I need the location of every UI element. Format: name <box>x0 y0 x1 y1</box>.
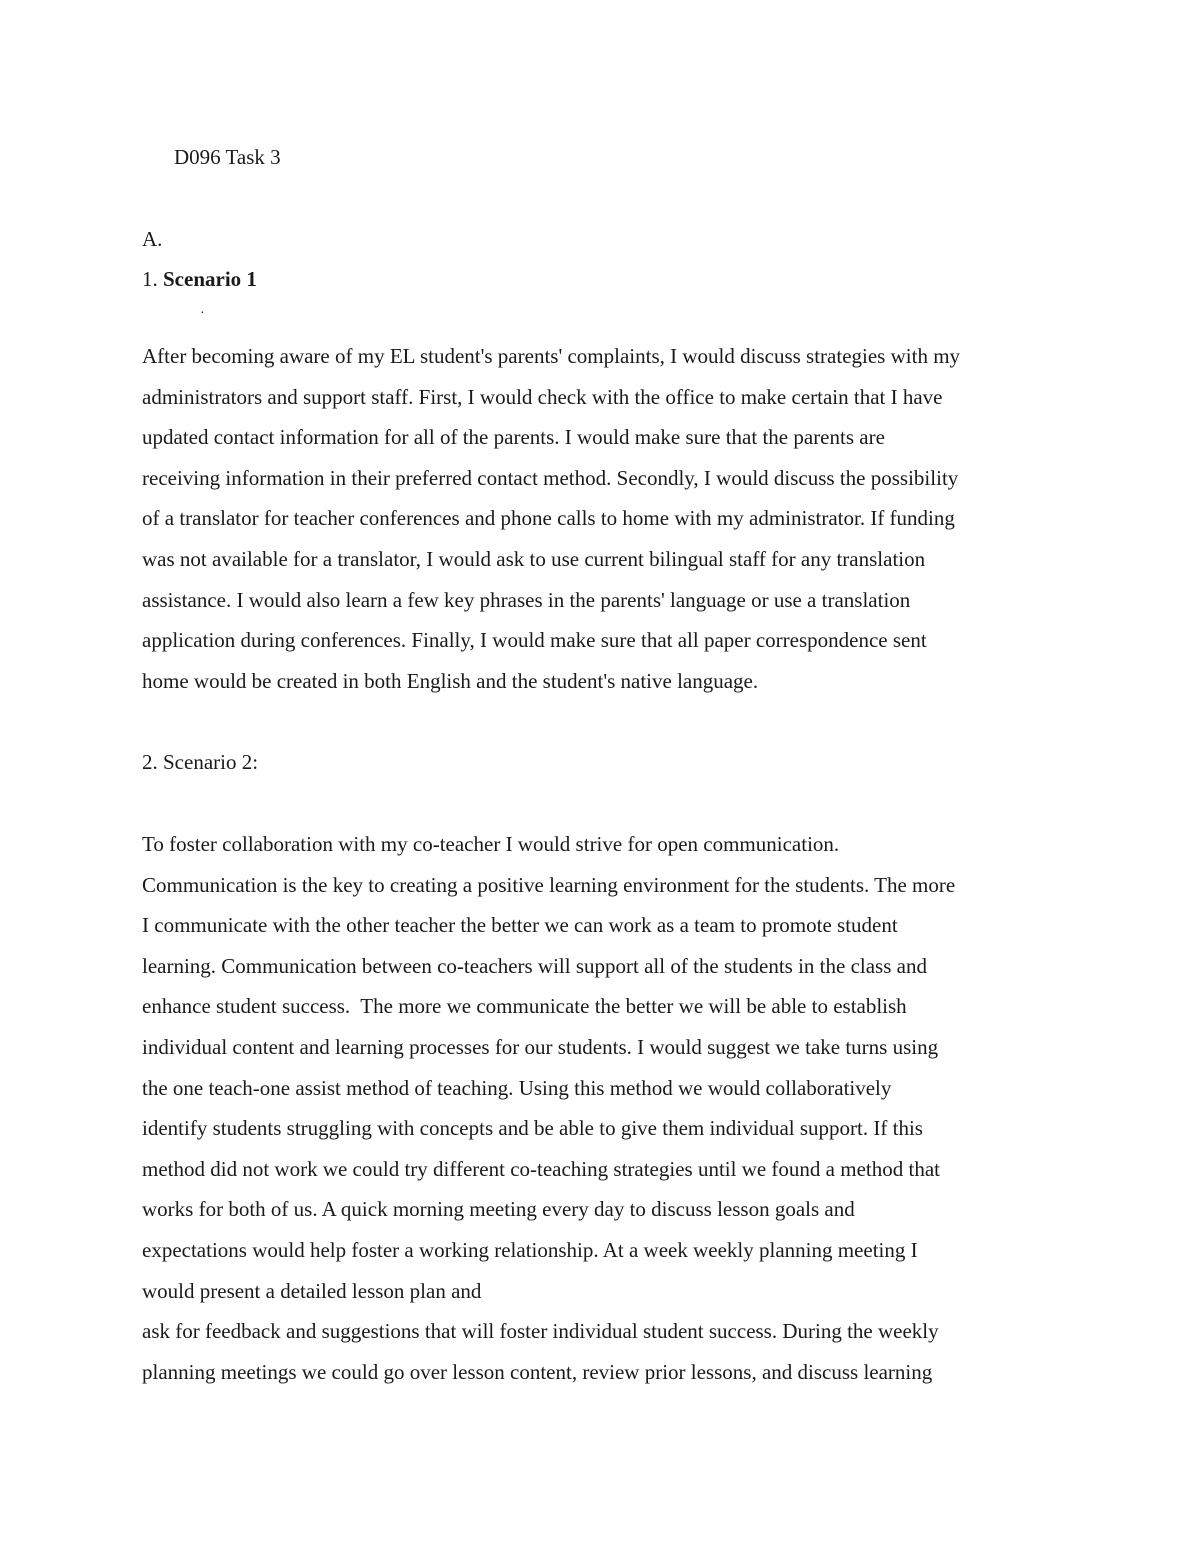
paragraph-line: expectations would help foster a working relationship. At a week weekly planning meeting I <box>142 1237 918 1262</box>
paragraph-line: home would be created in both English and the student's native language. <box>142 668 759 693</box>
scenario-1-heading <box>142 264 257 294</box>
paragraph-line: After becoming aware of my EL student's parents' complaints, I would discuss strategies with my <box>142 344 961 368</box>
paragraph-line: method did not work we could try different co-teaching strategies until we found a method that <box>142 1156 940 1181</box>
scenario-2-heading: 2. Scenario 2: <box>142 750 259 774</box>
paragraph-line: I communicate with the other teacher the better we can work as a team to promote student <box>142 913 898 938</box>
paragraph-line: To foster collaboration with my co-teacher I would strive for open communication. <box>142 832 840 856</box>
paragraph-line: learning. Communication between co-teachers will support all of the students in the class and <box>142 953 927 978</box>
scenario-2-paragraph <box>142 829 1072 1397</box>
scenario-1-paragraph <box>142 341 1072 706</box>
paragraph-line: updated contact information for all of the parents. I would make sure that the parents are <box>142 425 885 450</box>
paragraph-line: receiving information in their preferred contact method. Secondly, I would discuss the possibility <box>142 465 959 490</box>
section-label: A. <box>142 227 163 251</box>
document-title: D096 Task 3 <box>174 145 281 169</box>
paragraph-line: enhance student success. The more we communicate the better we will be able to establish <box>142 994 907 1019</box>
paragraph-line: assistance. I would also learn a few key phrases in the parents' language or use a translation <box>142 587 911 612</box>
paragraph-line: individual content and learning processes for our students. I would suggest we take turns using <box>142 1034 939 1059</box>
paragraph-line: works for both of us. A quick morning meeting every day to discuss lesson goals and <box>142 1197 855 1222</box>
paragraph-line: of a translator for teacher conferences and phone calls to home with my administrator. If funding <box>142 506 955 531</box>
paragraph-line: identify students struggling with concepts and be able to give them individual support. If this <box>142 1116 923 1141</box>
paragraph-line: Communication is the key to creating a positive learning environment for the students. The more <box>142 872 956 897</box>
paragraph-line: the one teach-one assist method of teaching. Using this method we would collaboratively <box>142 1075 892 1100</box>
paragraph-line: ask for feedback and suggestions that will foster individual student success. During the weekly <box>142 1319 939 1344</box>
paragraph-line: was not available for a translator, I would ask to use current bilingual staff for any translation <box>142 546 926 571</box>
scenario-1-title: Scenario 1 <box>163 267 257 291</box>
paragraph-line: application during conferences. Finally, I would make sure that all paper correspondence sent <box>142 628 927 653</box>
paragraph-line: planning meetings we could go over lesson content, review prior lessons, and discuss learning <box>142 1359 933 1384</box>
scenario-1-number: 1. <box>142 267 163 291</box>
paragraph-line: would present a detailed lesson plan and <box>142 1278 482 1303</box>
paragraph-line: administrators and support staff. First, I would check with the office to make certain that I have <box>142 384 943 409</box>
stray-marker: · <box>200 306 205 321</box>
